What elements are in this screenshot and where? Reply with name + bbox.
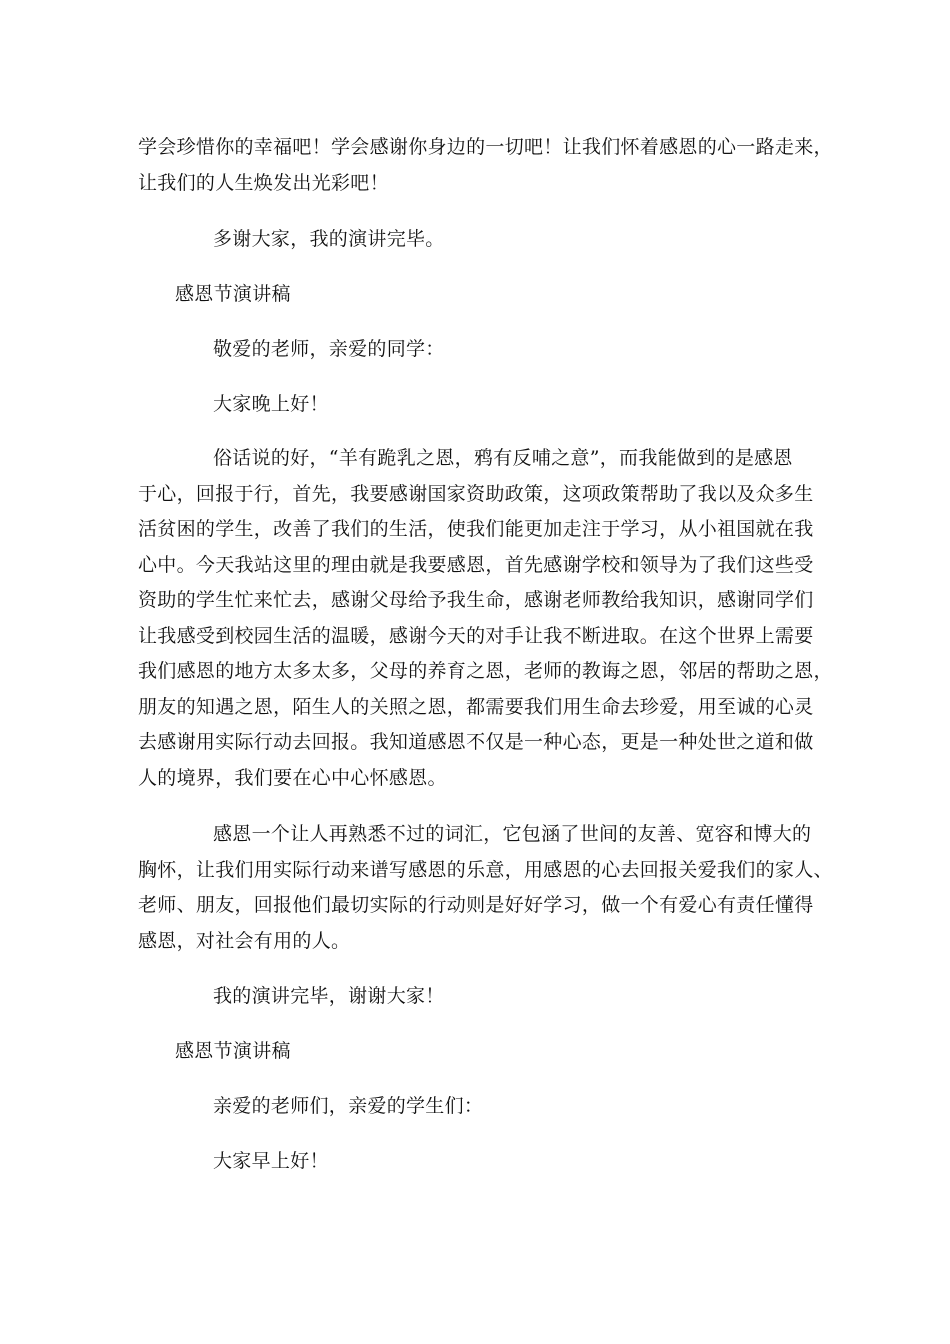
thanks-line-2: 我的演讲完毕，谢谢大家！ xyxy=(213,985,445,1007)
thanks-line-1: 多谢大家，我的演讲完毕。 xyxy=(213,228,445,250)
body-paragraph-2-line: 老师、朋友，回报他们最切实际的行动则是好好学习，做一个有爱心有责任懂得 xyxy=(138,894,814,916)
body-paragraph-1-line: 资助的学生忙来忙去，感谢父母给予我生命，感谢老师教给我知识，感谢同学们 xyxy=(138,589,814,611)
speech-title-1: 感恩节演讲稿 xyxy=(175,283,291,305)
body-paragraph-1-line: 活贫困的学生，改善了我们的生活，使我们能更加走注于学习，从小祖国就在我 xyxy=(138,518,814,540)
greeting-1: 敬爱的老师，亲爱的同学： xyxy=(213,338,445,360)
speech-title-2: 感恩节演讲稿 xyxy=(175,1040,291,1062)
body-paragraph-1-line: 俗话说的好，“羊有跪乳之恩，鸦有反哺之意”，而我能做到的是感恩 xyxy=(213,447,793,469)
body-paragraph-2-line: 感恩一个让人再熟悉不过的词汇，它包涵了世间的友善、宽容和博大的 xyxy=(213,823,812,845)
closing-paragraph-line: 让我们的人生焕发出光彩吧！ xyxy=(138,172,389,194)
body-paragraph-2-line: 胸怀，让我们用实际行动来谱写感恩的乐意，用感恩的心去回报关爱我们的家人、 xyxy=(138,859,833,881)
body-paragraph-1-line: 心中。今天我站这里的理由就是我要感恩，首先感谢学校和领导为了我们这些受 xyxy=(138,554,814,576)
salutation-1: 大家晚上好！ xyxy=(213,393,329,415)
salutation-2: 大家早上好！ xyxy=(213,1150,329,1172)
body-paragraph-1-line: 朋友的知遇之恩，陌生人的关照之恩，都需要我们用生命去珍爱，用至诚的心灵 xyxy=(138,696,814,718)
body-paragraph-1-line: 去感谢用实际行动去回报。我知道感恩不仅是一种心态，更是一种处世之道和做 xyxy=(138,731,814,753)
body-paragraph-1-line: 让我感受到校园生活的温暖，感谢今天的对手让我不断进取。在这个世界上需要 xyxy=(138,625,814,647)
body-paragraph-1-line: 于心，回报于行，首先，我要感谢国家资助政策，这项政策帮助了我以及众多生 xyxy=(138,483,814,505)
body-paragraph-1-line: 人的境界，我们要在心中心怀感恩。 xyxy=(138,767,447,789)
closing-paragraph-line: 学会珍惜你的幸福吧！学会感谢你身边的一切吧！让我们怀着感恩的心一路走来， xyxy=(138,136,833,158)
body-paragraph-1-line: 我们感恩的地方太多太多，父母的养育之恩，老师的教诲之恩，邻居的帮助之恩， xyxy=(138,660,833,682)
body-paragraph-2-line: 感恩，对社会有用的人。 xyxy=(138,930,351,952)
greeting-2: 亲爱的老师们，亲爱的学生们： xyxy=(213,1095,484,1117)
